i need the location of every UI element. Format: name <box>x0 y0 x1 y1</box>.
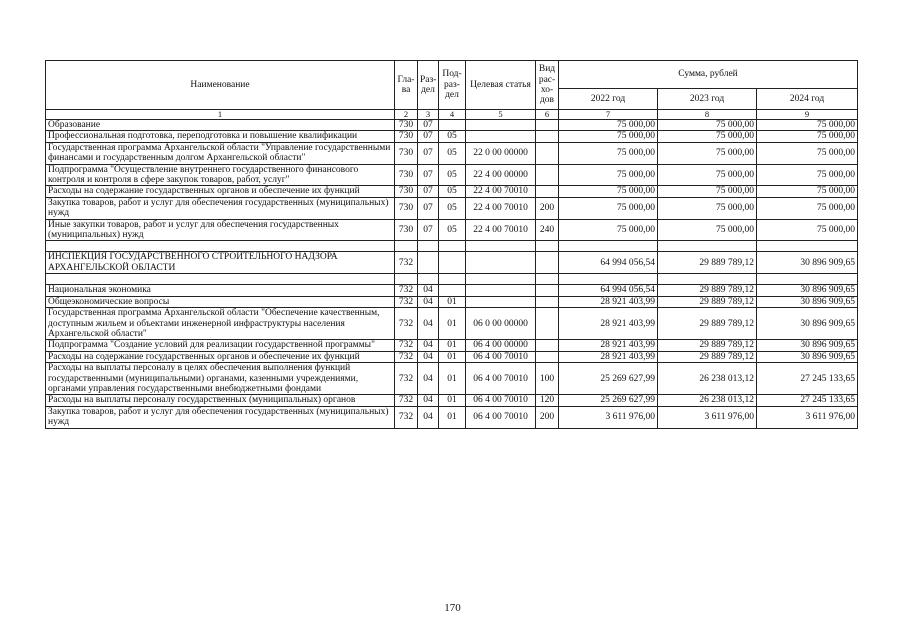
cell-amount-2024: 30 896 909,65 <box>757 285 858 296</box>
cell-amount-2024: 27 245 133,65 <box>757 363 858 395</box>
cell-vid <box>536 274 559 285</box>
cell-glava: 730 <box>395 197 418 219</box>
cell-amount-2024: 3 611 976,00 <box>757 406 858 428</box>
cell-vid: 240 <box>536 219 559 241</box>
cell-podrazdel: 05 <box>439 219 466 241</box>
cell-name: Подпрограмма "Осуществление внутреннего государственного финансового контроля и контроля в сфере закупок товаров, работ, услуг" <box>46 164 395 186</box>
cell-amount-2022 <box>559 241 658 252</box>
cell-glava: 730 <box>395 186 418 197</box>
cell-podrazdel <box>439 120 466 131</box>
cell-amount-2022: 28 921 403,99 <box>559 351 658 362</box>
cell-amount-2024: 30 896 909,65 <box>757 351 858 362</box>
cell-glava: 732 <box>395 285 418 296</box>
cell-glava: 730 <box>395 142 418 164</box>
cell-razdel: 04 <box>418 285 439 296</box>
cell-target: 06 0 00 00000 <box>466 308 536 340</box>
cell-razdel: 04 <box>418 308 439 340</box>
cell-amount-2023: 75 000,00 <box>658 120 757 131</box>
header-year-2022: 2022 год <box>559 89 658 110</box>
cell-vid <box>536 186 559 197</box>
cell-podrazdel: 05 <box>439 142 466 164</box>
table-row <box>46 186 858 197</box>
cell-amount-2022: 25 269 627,99 <box>559 363 658 395</box>
table-row <box>46 219 858 241</box>
col-number: 4 <box>439 110 466 120</box>
cell-razdel: 04 <box>418 340 439 351</box>
cell-amount-2023 <box>658 274 757 285</box>
cell-glava: 730 <box>395 131 418 142</box>
cell-amount-2023: 75 000,00 <box>658 164 757 186</box>
cell-target <box>466 131 536 142</box>
cell-amount-2024: 75 000,00 <box>757 142 858 164</box>
col-number: 5 <box>466 110 536 120</box>
cell-vid <box>536 120 559 131</box>
table-row <box>46 164 858 186</box>
cell-target <box>466 296 536 307</box>
cell-target <box>466 285 536 296</box>
cell-glava: 730 <box>395 164 418 186</box>
cell-podrazdel: 05 <box>439 164 466 186</box>
cell-amount-2024: 30 896 909,65 <box>757 252 858 274</box>
table-row <box>46 395 858 406</box>
cell-glava: 732 <box>395 252 418 274</box>
col-number: 3 <box>418 110 439 120</box>
cell-target: 22 4 00 70010 <box>466 197 536 219</box>
cell-glava: 730 <box>395 219 418 241</box>
cell-amount-2024: 30 896 909,65 <box>757 308 858 340</box>
cell-podrazdel: 01 <box>439 308 466 340</box>
cell-name: Общеэкономические вопросы <box>46 296 395 307</box>
cell-amount-2024 <box>757 241 858 252</box>
table-row <box>46 363 858 395</box>
cell-podrazdel <box>439 241 466 252</box>
cell-vid: 200 <box>536 197 559 219</box>
cell-razdel: 07 <box>418 120 439 131</box>
cell-glava: 730 <box>395 120 418 131</box>
cell-vid <box>536 164 559 186</box>
cell-amount-2022: 75 000,00 <box>559 142 658 164</box>
cell-name: Закупка товаров, работ и услуг для обеспечения государственных (муниципальных) нужд <box>46 197 395 219</box>
cell-amount-2022: 75 000,00 <box>559 197 658 219</box>
empty-row <box>46 274 858 285</box>
cell-amount-2022: 28 921 403,99 <box>559 296 658 307</box>
cell-glava: 732 <box>395 340 418 351</box>
cell-amount-2023: 29 889 789,12 <box>658 340 757 351</box>
table-row <box>46 197 858 219</box>
cell-name: Расходы на содержание государственных органов и обеспечение их функций <box>46 186 395 197</box>
cell-vid: 120 <box>536 395 559 406</box>
cell-podrazdel: 01 <box>439 340 466 351</box>
cell-amount-2022: 25 269 627,99 <box>559 395 658 406</box>
cell-amount-2022: 28 921 403,99 <box>559 340 658 351</box>
cell-target: 22 0 00 00000 <box>466 142 536 164</box>
cell-amount-2023: 26 238 013,12 <box>658 363 757 395</box>
cell-amount-2023: 29 889 789,12 <box>658 285 757 296</box>
cell-vid <box>536 340 559 351</box>
cell-amount-2022: 64 994 056,54 <box>559 285 658 296</box>
cell-podrazdel: 05 <box>439 197 466 219</box>
col-number: 9 <box>757 110 858 120</box>
cell-name: Образование <box>46 120 395 131</box>
col-number: 2 <box>395 110 418 120</box>
cell-target: 06 4 00 70010 <box>466 351 536 362</box>
table-row <box>46 296 858 307</box>
cell-amount-2022: 3 611 976,00 <box>559 406 658 428</box>
cell-glava: 732 <box>395 363 418 395</box>
cell-amount-2022 <box>559 274 658 285</box>
table-row <box>46 340 858 351</box>
cell-name: ИНСПЕКЦИЯ ГОСУДАРСТВЕННОГО СТРОИТЕЛЬНОГО НАДЗОРА АРХАНГЕЛЬСКОЙ ОБЛАСТИ <box>46 252 395 274</box>
cell-amount-2024: 75 000,00 <box>757 186 858 197</box>
cell-target: 22 4 00 00000 <box>466 164 536 186</box>
col-number: 7 <box>559 110 658 120</box>
cell-razdel <box>418 274 439 285</box>
table-body <box>46 120 858 429</box>
cell-razdel: 07 <box>418 164 439 186</box>
cell-razdel: 04 <box>418 406 439 428</box>
cell-name: Государственная программа Архангельской области "Управление государственными финансами и государственным долгом Архангельской области" <box>46 142 395 164</box>
header-target: Целевая статья <box>466 61 536 110</box>
cell-podrazdel: 01 <box>439 296 466 307</box>
cell-razdel: 07 <box>418 142 439 164</box>
cell-razdel: 07 <box>418 131 439 142</box>
cell-amount-2022: 75 000,00 <box>559 219 658 241</box>
cell-podrazdel: 05 <box>439 131 466 142</box>
cell-target: 06 4 00 70010 <box>466 363 536 395</box>
cell-name: Закупка товаров, работ и услуг для обеспечения государственных (муниципальных) нужд <box>46 406 395 428</box>
cell-target <box>466 252 536 274</box>
table-row <box>46 351 858 362</box>
col-number: 1 <box>46 110 395 120</box>
cell-vid <box>536 296 559 307</box>
cell-razdel: 04 <box>418 363 439 395</box>
header-sum: Сумма, рублей <box>559 61 858 89</box>
cell-amount-2024: 30 896 909,65 <box>757 340 858 351</box>
cell-amount-2022: 64 994 056,54 <box>559 252 658 274</box>
cell-amount-2024: 75 000,00 <box>757 120 858 131</box>
cell-razdel: 07 <box>418 219 439 241</box>
cell-amount-2024: 75 000,00 <box>757 219 858 241</box>
cell-razdel: 04 <box>418 296 439 307</box>
cell-vid <box>536 241 559 252</box>
cell-amount-2022: 75 000,00 <box>559 131 658 142</box>
cell-razdel: 07 <box>418 197 439 219</box>
cell-name: Подпрограмма "Создание условий для реализации государственной программы" <box>46 340 395 351</box>
cell-amount-2023: 26 238 013,12 <box>658 395 757 406</box>
cell-podrazdel: 01 <box>439 406 466 428</box>
cell-glava: 732 <box>395 308 418 340</box>
cell-amount-2023: 75 000,00 <box>658 186 757 197</box>
cell-target: 06 4 00 70010 <box>466 406 536 428</box>
table-row <box>46 131 858 142</box>
header-row <box>46 61 858 89</box>
cell-amount-2023: 3 611 976,00 <box>658 406 757 428</box>
cell-target <box>466 120 536 131</box>
cell-razdel: 04 <box>418 351 439 362</box>
cell-amount-2022: 75 000,00 <box>559 186 658 197</box>
cell-target <box>466 274 536 285</box>
cell-target: 06 4 00 70010 <box>466 395 536 406</box>
cell-glava: 732 <box>395 296 418 307</box>
cell-vid <box>536 308 559 340</box>
cell-target: 06 4 00 00000 <box>466 340 536 351</box>
table-row <box>46 120 858 131</box>
cell-podrazdel: 01 <box>439 351 466 362</box>
cell-amount-2022: 75 000,00 <box>559 164 658 186</box>
cell-vid <box>536 285 559 296</box>
cell-vid <box>536 142 559 164</box>
cell-razdel: 07 <box>418 186 439 197</box>
cell-glava: 732 <box>395 395 418 406</box>
cell-amount-2023: 29 889 789,12 <box>658 252 757 274</box>
cell-razdel <box>418 252 439 274</box>
cell-razdel: 04 <box>418 395 439 406</box>
cell-amount-2024: 75 000,00 <box>757 164 858 186</box>
cell-podrazdel: 01 <box>439 363 466 395</box>
cell-glava <box>395 241 418 252</box>
cell-amount-2024: 75 000,00 <box>757 197 858 219</box>
header-razdel: Раз-дел <box>418 61 439 110</box>
cell-amount-2023: 75 000,00 <box>658 131 757 142</box>
cell-name: Расходы на выплаты персоналу государственных (муниципальных) органов <box>46 395 395 406</box>
cell-amount-2023: 75 000,00 <box>658 219 757 241</box>
cell-name: Расходы на выплаты персоналу в целях обеспечения выполнения функций государственными (муниципальными) органами, казенными учреждениями, органами управления государственными внебюджетными фондами <box>46 363 395 395</box>
cell-amount-2024: 30 896 909,65 <box>757 296 858 307</box>
cell-amount-2022: 75 000,00 <box>559 120 658 131</box>
table-row <box>46 308 858 340</box>
cell-amount-2024: 75 000,00 <box>757 131 858 142</box>
empty-row <box>46 241 858 252</box>
cell-glava: 732 <box>395 351 418 362</box>
cell-amount-2023: 75 000,00 <box>658 142 757 164</box>
cell-vid <box>536 252 559 274</box>
cell-podrazdel <box>439 285 466 296</box>
cell-podrazdel <box>439 274 466 285</box>
header-vid: Вид рас-хо-дов <box>536 61 559 110</box>
header-year-2024: 2024 год <box>757 89 858 110</box>
cell-amount-2024 <box>757 274 858 285</box>
cell-name <box>46 274 395 285</box>
col-number: 8 <box>658 110 757 120</box>
page-number: 170 <box>444 602 461 614</box>
cell-amount-2024: 27 245 133,65 <box>757 395 858 406</box>
cell-target: 22 4 00 70010 <box>466 186 536 197</box>
cell-podrazdel: 05 <box>439 186 466 197</box>
cell-vid <box>536 131 559 142</box>
cell-name: Национальная экономика <box>46 285 395 296</box>
cell-amount-2022: 28 921 403,99 <box>559 308 658 340</box>
cell-amount-2023: 29 889 789,12 <box>658 296 757 307</box>
cell-podrazdel <box>439 252 466 274</box>
cell-razdel <box>418 241 439 252</box>
cell-amount-2023 <box>658 241 757 252</box>
cell-name: Расходы на содержание государственных органов и обеспечение их функций <box>46 351 395 362</box>
cell-vid <box>536 351 559 362</box>
cell-glava <box>395 274 418 285</box>
cell-amount-2023: 75 000,00 <box>658 197 757 219</box>
header-year-2023: 2023 год <box>658 89 757 110</box>
cell-target: 22 4 00 70010 <box>466 219 536 241</box>
cell-podrazdel: 01 <box>439 395 466 406</box>
header-name: Наименование <box>46 61 395 110</box>
cell-name: Профессиональная подготовка, переподготовка и повышение квалификации <box>46 131 395 142</box>
table-row <box>46 142 858 164</box>
column-number-row <box>46 110 858 120</box>
cell-vid: 100 <box>536 363 559 395</box>
cell-name <box>46 241 395 252</box>
table-row <box>46 285 858 296</box>
header-podrazdel: Под-раз-дел <box>439 61 466 110</box>
cell-glava: 732 <box>395 406 418 428</box>
budget-table <box>45 60 858 429</box>
cell-amount-2023: 29 889 789,12 <box>658 308 757 340</box>
header-glava: Гла-ва <box>395 61 418 110</box>
cell-target <box>466 241 536 252</box>
table-row <box>46 406 858 428</box>
table-row <box>46 252 858 274</box>
col-number: 6 <box>536 110 559 120</box>
cell-name: Иные закупки товаров, работ и услуг для обеспечения государственных (муниципальных) нужд <box>46 219 395 241</box>
cell-amount-2023: 29 889 789,12 <box>658 351 757 362</box>
cell-name: Государственная программа Архангельской области "Обеспечение качественным, доступным жильем и объектами инженерной инфраструктуры населения Архангельской области" <box>46 308 395 340</box>
cell-vid: 200 <box>536 406 559 428</box>
